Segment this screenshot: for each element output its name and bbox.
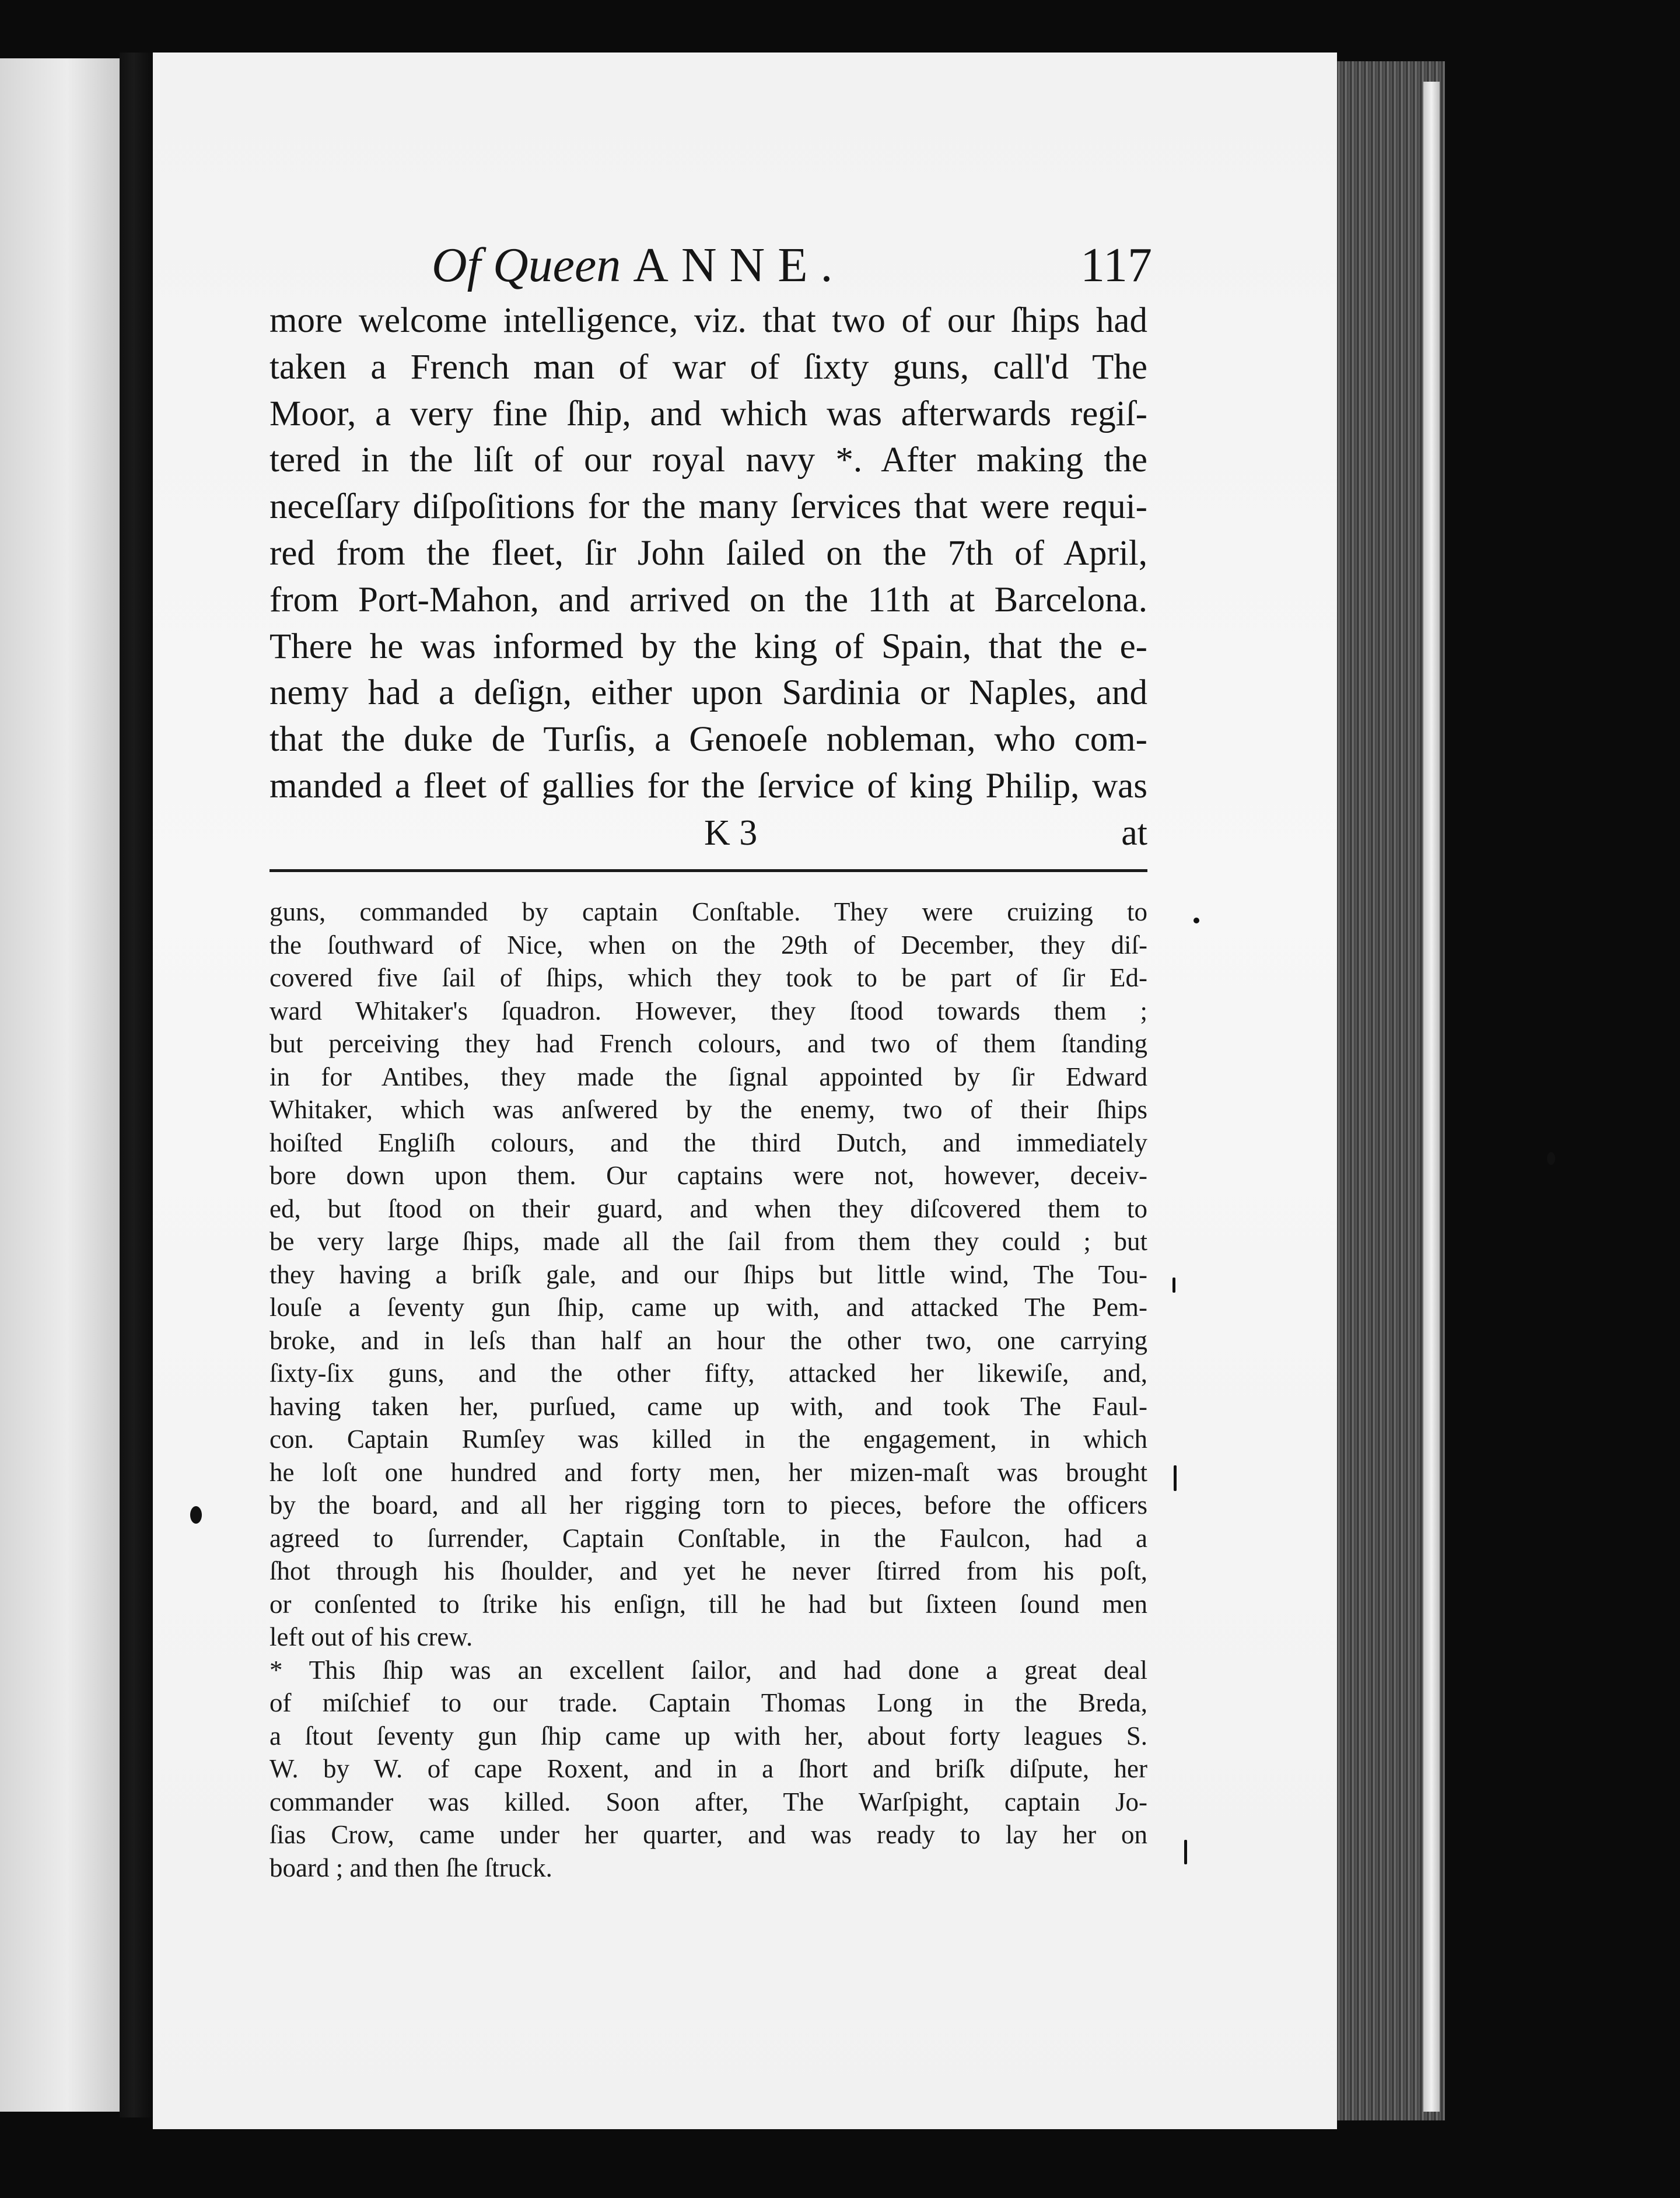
text-line: from Port-Mahon, and arrived on the 11th at Barcelona. [270,580,1147,620]
footnote-line: left out of his crew. [270,1622,473,1651]
ink-speck [1547,1152,1555,1165]
footnote-line: Whitaker, which was anſwered by the enemy, two of their ſhips [270,1095,1147,1124]
ink-speck [1174,1465,1177,1491]
footnote-line: having taken her, purſued, came up with, and took The Faul- [270,1391,1147,1421]
running-head-name: ANNE. [633,238,846,292]
text-line: manded a fleet of gallies for the ſervice of king Philip, was [270,766,1147,806]
footnote-line: W. by W. of cape Roxent, and in a ſhort and briſk diſpute, her [270,1754,1147,1783]
footnote-line: ward Whitaker's ſquadron. However, they ſtood towards them ; [270,996,1147,1026]
ink-speck [1172,1278,1175,1293]
footnote-line: ſias Crow, came under her quarter, and was ready to lay her on [270,1820,1147,1849]
footnote-line: in for Antibes, they made the ſignal appointed by ſir Edward [270,1062,1147,1091]
facing-page-edge [0,58,123,2112]
text-line: that the duke de Turſis, a Genoeſe nobleman, who com- [270,720,1147,760]
footnote-line: ſixty-ſix guns, and the other fifty, attacked her likewiſe, and, [270,1359,1147,1388]
signature-mark: K 3 [704,813,758,853]
main-text-block [270,298,1147,810]
ink-speck [190,1506,202,1524]
footnote-line: by the board, and all her rigging torn to pieces, before the officers [270,1490,1147,1520]
footnote-line: agreed to ſurrender, Captain Conſtable, in the Faulcon, had a [270,1523,1147,1553]
footnotes-block [270,895,1147,1884]
footnote-line: a ſtout ſeventy gun ſhip came up with her, about forty leagues S. [270,1721,1147,1751]
footnote-line: ed, but ſtood on their guard, and when they diſcovered them to [270,1194,1147,1223]
catchword: at [1121,813,1147,853]
text-line: red from the fleet, ſir John ſailed on the 7th of April, [270,533,1147,573]
running-head [432,236,957,295]
footnote-line: * This ſhip was an excellent ſailor, and had done a great deal [270,1655,1147,1685]
text-line: neceſſary diſpoſitions for the many ſervices that were requi- [270,487,1147,527]
footnote-line: con. Captain Rumſey was killed in the engagement, in which [270,1424,1147,1454]
footnote-line: guns, commanded by captain Conſtable. They were cruizing to [270,897,1147,926]
footnote-line: louſe a ſeventy gun ſhip, came up with, and attacked The Pem- [270,1293,1147,1322]
footnote-line: bore down upon them. Our captains were not, however, deceiv- [270,1161,1147,1190]
footnote-line: be very large ſhips, made all the ſail from them they could ; but [270,1227,1147,1256]
footnote-line: board ; and then ſhe ſtruck. [270,1853,552,1882]
footnote-line: they having a briſk gale, and our ſhips but little wind, The Tou- [270,1259,1147,1289]
footnote-line: hoiſted Engliſh colours, and the third Dutch, and immediately [270,1128,1147,1157]
footnote-line: or conſented to ſtrike his enſign, till he had but ſixteen ſound men [270,1589,1147,1619]
running-head-prefix: Of Queen [432,238,621,292]
page-number: 117 [1080,238,1152,292]
text-line: Moor, a very fine ſhip, and which was afterwards regiſ- [270,394,1147,433]
page-foot [270,810,1147,856]
footnote-line: but perceiving they had French colours, and two of them ſtanding [270,1029,1147,1058]
ink-speck [1184,1840,1187,1864]
footnote-line: broke, and in leſs than half an hour the other two, one carrying [270,1325,1147,1355]
footnote-line: covered five ſail of ſhips, which they took to be part of ſir Ed- [270,963,1147,992]
text-line: tered in the liſt of our royal navy *. After making the [270,440,1147,480]
text-line: There he was informed by the king of Spain, that the e- [270,626,1147,666]
page-header [274,236,1152,295]
text-line: taken a French man of war of ſixty guns, call'd The [270,347,1147,387]
text-line: more welcome intelligence, viz. that two of our ſhips had [270,301,1147,340]
footnote-line: of miſchief to our trade. Captain Thomas Long in the Breda, [270,1688,1147,1717]
book-gutter [120,52,155,2118]
footnote-line: the ſouthward of Nice, when on the 29th of December, they diſ- [270,930,1147,960]
footnote-rule [270,869,1147,872]
footnote-line: ſhot through his ſhoulder, and yet he never ſtirred from his poſt, [270,1556,1147,1586]
page-edge-highlight [1423,82,1440,2112]
text-line: nemy had a deſign, either upon Sardinia or Naples, and [270,673,1147,713]
footnote-line: commander was killed. Soon after, The Warſpight, captain Jo- [270,1787,1147,1817]
ink-speck [1194,918,1199,923]
footnote-line: he loſt one hundred and forty men, her mizen-maſt was brought [270,1457,1147,1487]
